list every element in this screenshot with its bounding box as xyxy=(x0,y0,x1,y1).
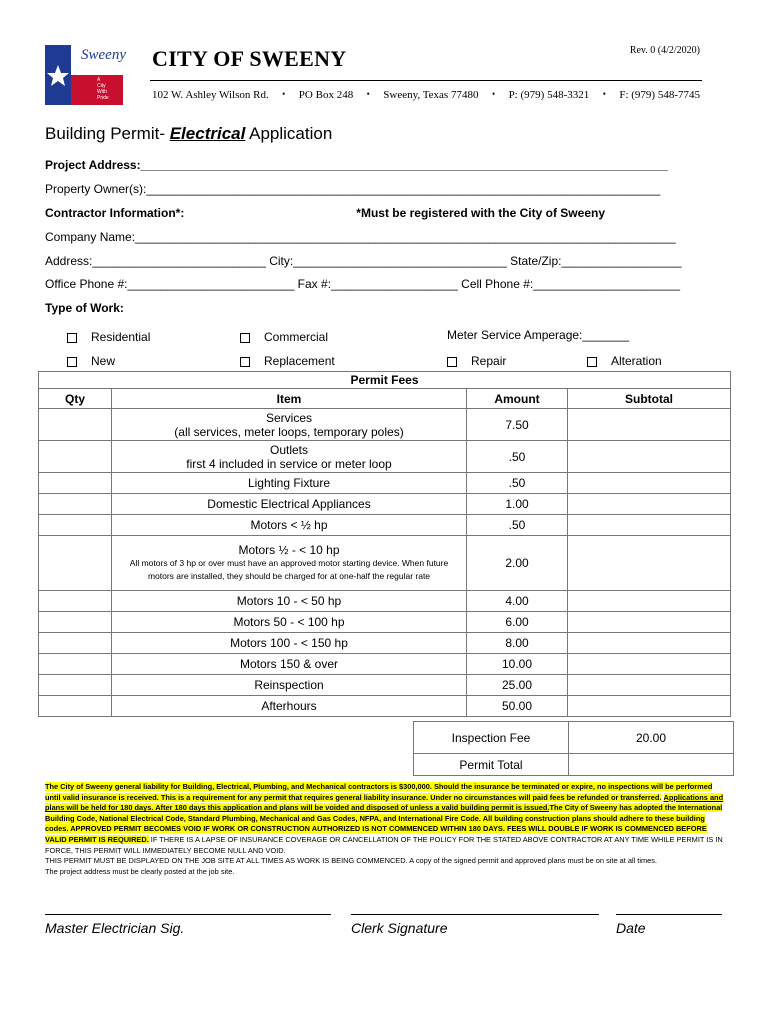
address-city-state-field[interactable]: Address:__________________________ City:________________________________ State/Zip:__________________ xyxy=(45,254,682,268)
item-cell: Outlets first 4 included in service or meter loop xyxy=(112,441,467,473)
city-state-zip: Sweeny, Texas 77480 xyxy=(383,89,479,101)
master-signature-label: Master Electrician Sig. xyxy=(45,920,185,936)
table-row xyxy=(39,591,731,612)
replacement-checkbox[interactable]: Replacement xyxy=(240,354,335,368)
table-row xyxy=(39,654,731,675)
company-name-field[interactable]: Company Name:_________________________________________________________________________________ xyxy=(45,230,676,244)
subtotal-cell[interactable] xyxy=(568,696,731,717)
logo-tagline: A City With Pride xyxy=(97,77,109,101)
item-cell: Domestic Electrical Appliances xyxy=(112,494,467,515)
type-of-work-label: Type of Work: xyxy=(45,301,124,315)
amount-cell: 8.00 xyxy=(467,633,568,654)
subtotal-cell[interactable] xyxy=(568,654,731,675)
item-cell: Motors 50 - < 100 hp xyxy=(112,612,467,633)
po-box: PO Box 248 xyxy=(298,89,354,101)
bullet: • xyxy=(602,89,606,99)
repair-checkbox[interactable]: Repair xyxy=(447,354,506,368)
property-owner-field[interactable]: Property Owner(s):_____________________________________________________________________________ xyxy=(45,182,661,196)
bullet: • xyxy=(491,89,496,99)
item-cell: Services (all services, meter loops, temporary poles) xyxy=(112,409,467,441)
item-cell: Lighting Fixture xyxy=(112,473,467,494)
meter-service-amperage-field[interactable]: Meter Service Amperage:_______ xyxy=(447,328,630,342)
revision-label: Rev. 0 (4/2/2020) xyxy=(629,45,700,56)
item-cell: Motors 150 & over xyxy=(112,654,467,675)
table-row xyxy=(39,409,731,441)
amount-cell: 10.00 xyxy=(467,654,568,675)
fax-number: F: (979) 548-7745 xyxy=(619,89,700,101)
amount-cell: 50.00 xyxy=(467,696,568,717)
phone-fax-cell-field[interactable]: Office Phone #:_________________________ Fax #:___________________ Cell Phone #:______________________ xyxy=(45,277,681,291)
qty-cell[interactable] xyxy=(39,515,112,536)
item-cell: Motors ½ - < 10 hp All motors of 3 hp or over must have an approved motor starting device. When future motors are installed, they should be charged for at one-half the regular rate xyxy=(112,536,467,591)
amount-cell: .50 xyxy=(467,473,568,494)
amount-header: Amount xyxy=(467,389,568,409)
amount-cell: 6.00 xyxy=(467,612,568,633)
qty-cell[interactable] xyxy=(39,473,112,494)
table-row xyxy=(39,633,731,654)
subtotal-cell[interactable] xyxy=(568,409,731,441)
contractor-info-label: Contractor Information*: xyxy=(45,206,185,220)
amount-cell: 7.50 xyxy=(467,409,568,441)
subtotal-cell[interactable] xyxy=(568,441,731,473)
notice-highlight: The City of Sweeny general liability for Building, Electrical, Plumbing, and Mechanical contractors is $300,000. Should the insurance be terminated or expire, no inspections will be performed until valid insurance is received. This is a requirement for any permit that requires general liability insurance. Under no circumstances will paid fees be refunded or transferred. xyxy=(45,782,713,802)
subtotal-cell[interactable] xyxy=(568,536,731,591)
form-title: Building Permit- Electrical Application xyxy=(45,124,333,143)
qty-cell[interactable] xyxy=(39,591,112,612)
motor-note: All motors of 3 hp or over must have an approved motor starting device. When future motors are installed, they should be charged for at one-half the regular rate xyxy=(129,558,449,581)
subtotal-cell[interactable] xyxy=(568,591,731,612)
header-divider xyxy=(150,80,702,81)
bullet: • xyxy=(282,89,286,99)
alteration-checkbox[interactable]: Alteration xyxy=(587,354,662,368)
item-cell: Afterhours xyxy=(112,696,467,717)
table-row xyxy=(39,696,731,717)
totals-table xyxy=(413,721,734,776)
item-cell: Reinspection xyxy=(112,675,467,696)
subtotal-header: Subtotal xyxy=(568,389,731,409)
logo-script: Sweeny xyxy=(81,47,126,63)
new-checkbox[interactable]: New xyxy=(67,354,115,368)
qty-cell[interactable] xyxy=(39,696,112,717)
insurance-notice xyxy=(45,782,725,877)
subtotal-cell[interactable] xyxy=(568,675,731,696)
notice-underlined: Applications and plans will be held for 180 days. After 180 days this application and plans will be voided and disposed of unless a valid building permit is issued. xyxy=(45,792,724,813)
permit-total-label: Permit Total xyxy=(414,754,569,776)
table-row xyxy=(39,536,731,591)
clerk-signature-label: Clerk Signature xyxy=(351,920,448,936)
qty-cell[interactable] xyxy=(39,675,112,696)
item-cell: Motors < ½ hp xyxy=(112,515,467,536)
master-signature-line[interactable] xyxy=(45,914,331,915)
amount-cell: 2.00 xyxy=(467,536,568,591)
registration-note: *Must be registered with the City of Sweeny xyxy=(356,206,605,220)
qty-cell[interactable] xyxy=(39,409,112,441)
clerk-signature-line[interactable] xyxy=(351,914,599,915)
permit-fees-table xyxy=(38,371,731,717)
table-row xyxy=(39,441,731,473)
qty-cell[interactable] xyxy=(39,494,112,515)
item-header: Item xyxy=(112,389,467,409)
phone-number: P: (979) 548-3321 xyxy=(508,89,590,101)
notice-lapse: IF THERE IS A LAPSE OF INSURANCE COVERAGE OR CANCELLATION OF THE POLICY FOR THE STATED ABOVE CONTRACTOR AT ANY TIME WHILE PERMIT IS IN FORCE, THIS PERMIT WILL IMMEDIATELY BECOME NULL AND VOID. xyxy=(45,834,723,855)
amount-cell: 4.00 xyxy=(467,591,568,612)
table-row xyxy=(39,473,731,494)
permit-total-value[interactable] xyxy=(569,754,734,776)
inspection-fee-value: 20.00 xyxy=(569,722,734,754)
amount-cell: 25.00 xyxy=(467,675,568,696)
qty-header: Qty xyxy=(39,389,112,409)
street-address: 102 W. Ashley Wilson Rd. xyxy=(152,89,269,101)
item-cell: Motors 100 - < 150 hp xyxy=(112,633,467,654)
qty-cell[interactable] xyxy=(39,441,112,473)
table-row xyxy=(39,494,731,515)
subtotal-cell[interactable] xyxy=(568,612,731,633)
project-address-field[interactable]: Project Address:_______________________________________________________________________________ xyxy=(45,158,668,172)
subtotal-cell[interactable] xyxy=(568,494,731,515)
qty-cell[interactable] xyxy=(39,633,112,654)
qty-cell[interactable] xyxy=(39,536,112,591)
bullet: • xyxy=(366,89,370,99)
city-logo xyxy=(45,45,126,105)
amount-cell: 1.00 xyxy=(467,494,568,515)
notice-codes: The City of Sweeny has adopted the International Building Code, National Electrical Code, Standard Plumbing, Mechanical and Gas Codes, NFPA, and International Fire Code. All building construction plans should adhere to these building codes. APPROVED PERMIT BECOMES VOID IF WORK OR CONSTRUCTION AUTHORIZED IS NOT COMMENCED WITHIN 180 DAYS. FEES WILL DOUBLE IF WORK IS COMMENCED BEFORE VALID PERMIT IS REQUIRED. xyxy=(45,803,723,844)
date-label: Date xyxy=(616,920,646,936)
subtotal-cell[interactable] xyxy=(568,515,731,536)
amount-cell: .50 xyxy=(467,441,568,473)
title-emphasis: Electrical xyxy=(169,124,246,143)
inspection-fee-label: Inspection Fee xyxy=(414,722,569,754)
commercial-checkbox[interactable]: Commercial xyxy=(240,330,328,344)
amount-cell: .50 xyxy=(467,515,568,536)
contact-line xyxy=(152,89,700,101)
residential-checkbox[interactable]: Residential xyxy=(67,330,150,344)
city-name: CITY OF SWEENY xyxy=(152,46,347,71)
subtotal-cell[interactable] xyxy=(568,633,731,654)
subtotal-cell[interactable] xyxy=(568,473,731,494)
table-row xyxy=(39,612,731,633)
qty-cell[interactable] xyxy=(39,612,112,633)
date-line[interactable] xyxy=(616,914,722,915)
table-row xyxy=(39,515,731,536)
qty-cell[interactable] xyxy=(39,654,112,675)
permit-fees-title: Permit Fees xyxy=(39,372,731,389)
notice-address: The project address must be clearly posted at the job site. xyxy=(45,866,235,876)
table-row xyxy=(39,675,731,696)
item-cell: Motors 10 - < 50 hp xyxy=(112,591,467,612)
notice-display: THIS PERMIT MUST BE DISPLAYED ON THE JOB SITE AT ALL TIMES AS WORK IS BEING COMMENCED. A copy of the signed permit and approved plans must be on site at all times. xyxy=(45,856,657,866)
